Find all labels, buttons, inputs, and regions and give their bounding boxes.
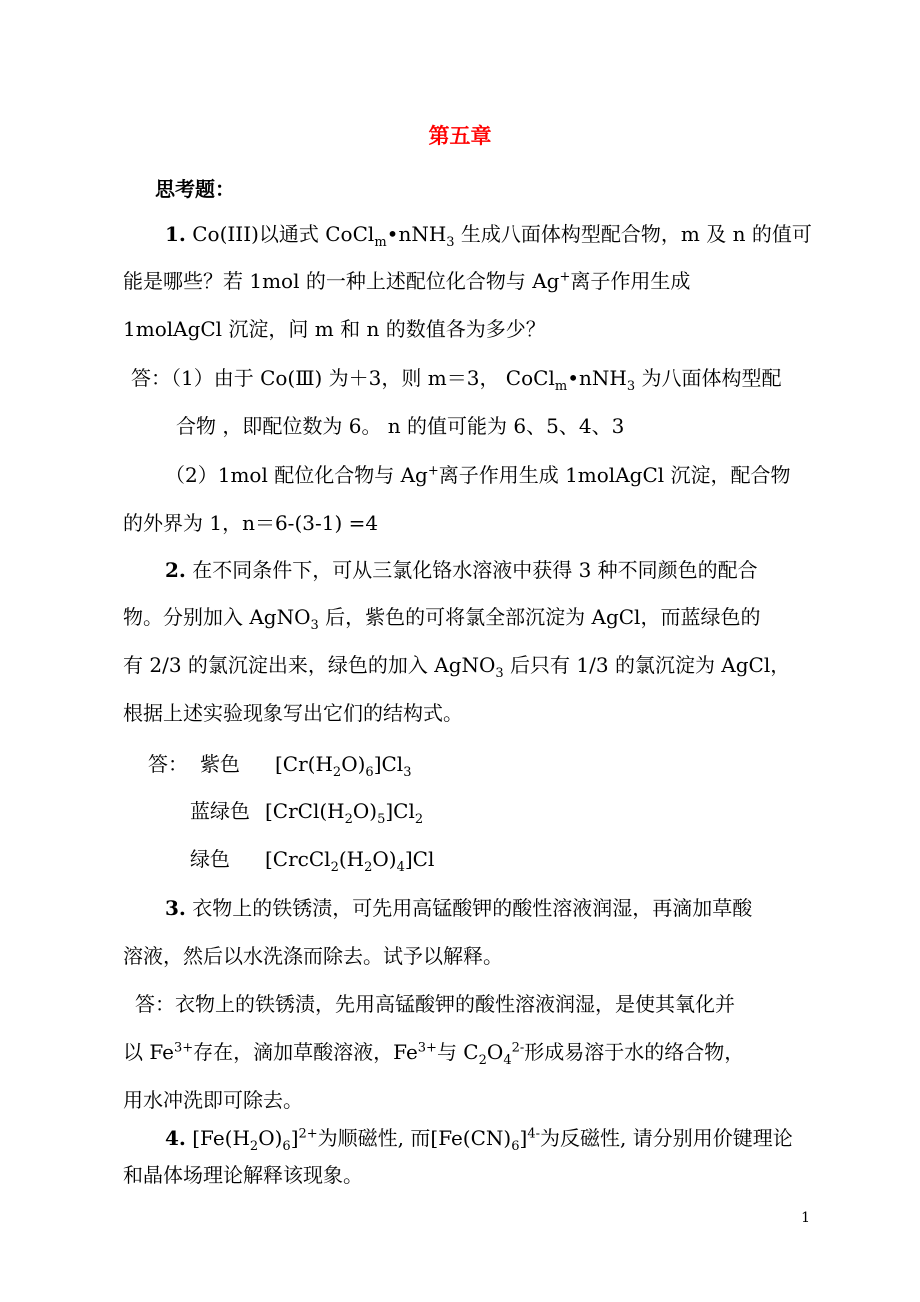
q3-line-1: 3. 衣物上的铁锈渍，可先用高锰酸钾的酸性溶液润湿，再滴加草酸	[165, 896, 753, 920]
page-number: 1	[801, 1210, 810, 1226]
a3-line-2: 以 $Fe^{3+}$存在，滴加草酸溶液，$Fe^{3+}$与 $C_2O_4^{2-}$形成易溶于水的络合物，	[123, 1040, 745, 1068]
q1-line-2: 能是哪些？若 1mol 的一种上述配位化合物与 Ag+离子作用生成	[123, 269, 691, 293]
q3-line-2: 溶液，然后以水洗涤而除去。试予以解释。	[123, 944, 503, 968]
section-label: 思考题：	[155, 177, 235, 201]
a3-line-1: 答：衣物上的铁锈渍，先用高锰酸钾的酸性溶液润湿，是使其氧化并	[135, 992, 735, 1016]
a2-row-color: 紫色	[200, 752, 240, 776]
a1-line-2: 合物 ，即配位数为 6。 n 的值可能为 6、5、4、3	[176, 414, 625, 438]
q2-line-1: 2. 在不同条件下，可从三氯化铬水溶液中获得 3 种不同颜色的配合	[165, 558, 758, 582]
q3-number: 3.	[165, 896, 186, 920]
q1-number: 1.	[165, 222, 186, 246]
a1-line-3: （2）1mol 配位化合物与 Ag+离子作用生成 1molAgCl 沉淀，配合物	[165, 463, 791, 487]
q2-line-3: 有 2/3 的氯沉淀出来，绿色的加入 AgNO$_3$ 后只有 1/3 的氯沉淀为 AgCl，	[123, 653, 791, 681]
q1-line-3: 1molAgCl 沉淀，问 m 和 n 的数值各为多少？	[123, 317, 546, 341]
q1-line-1: 1. Co(III)以通式 CoCl$_m$•nNH$_3$ 生成八面体构型配合物，m 及 n 的值可	[165, 222, 812, 250]
a2-row-formula: $[CrcCl_2(H_2O)_4]Cl$	[265, 847, 435, 875]
q2-line-4: 根据上述实验现象写出它们的结构式。	[123, 701, 463, 725]
q4-line-2: 和晶体场理论解释该现象。	[123, 1163, 363, 1187]
a2-row-formula: $[Cr(H_2O)_6]Cl_3$	[275, 752, 412, 780]
a1-line-4: 的外界为 1，n＝6-(3-1) =4	[123, 511, 379, 535]
a2-row-formula: $[CrCl(H_2O)_5]Cl_2$	[265, 799, 424, 827]
a2-prefix: 答：	[148, 752, 188, 776]
q4-number: 4.	[165, 1126, 186, 1150]
a1-line-1: 答：（1）由于 Co(Ⅲ) 为＋3，则 m＝3， CoCl$_m$•nNH$_3$ 为八面体构型配	[131, 366, 782, 394]
chapter-title: 第五章	[428, 123, 492, 148]
q2-number: 2.	[165, 558, 186, 582]
a3-line-3: 用水冲洗即可除去。	[123, 1088, 303, 1112]
q2-line-2: 物。分别加入 AgNO$_3$ 后，紫色的可将氯全部沉淀为 AgCl，而蓝绿色的	[123, 605, 761, 633]
a2-row-color: 绿色	[190, 847, 230, 871]
a2-row-color: 蓝绿色	[190, 799, 250, 823]
q4-line-1: 4. $[Fe(H_2O)_6]^{2+}$为顺磁性, 而$[Fe(CN)_6]^{4-}$为反磁性, 请分别用价键理论	[165, 1126, 793, 1154]
